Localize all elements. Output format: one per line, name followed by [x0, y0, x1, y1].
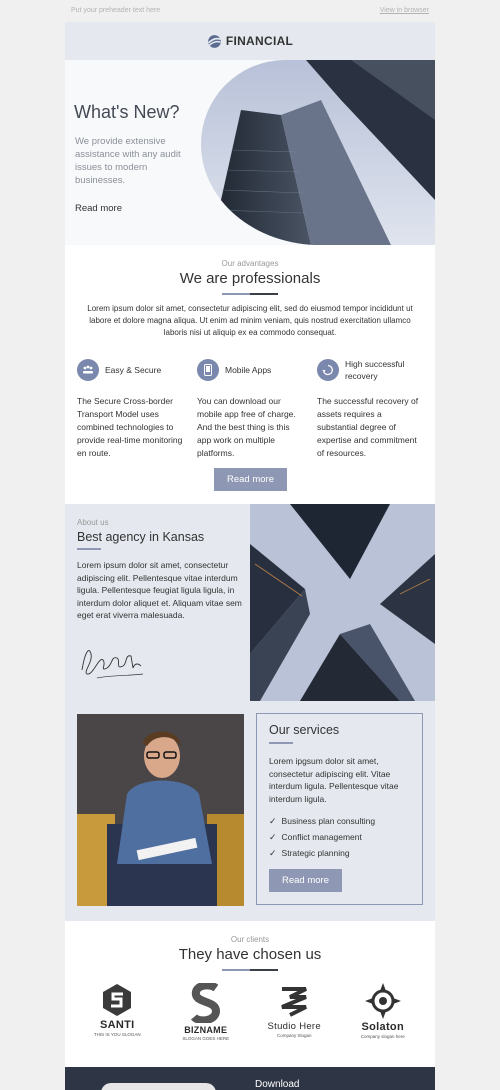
checkmark-icon: ✓	[269, 815, 277, 826]
mobile-icon	[197, 359, 219, 381]
stacked-s-icon	[277, 983, 311, 1019]
feature-text: The successful recovery of assets requires a substantial degree of expertise and commitment of resources.	[317, 396, 419, 458]
email-container	[65, 22, 435, 1090]
services-section	[65, 701, 435, 921]
footer-section	[65, 1067, 435, 1090]
brand-logo[interactable]	[207, 34, 293, 49]
preheader-bar	[0, 0, 500, 22]
brand-logo-text: FINANCIAL	[225, 34, 294, 48]
advantages-section	[65, 245, 435, 504]
hero-title: What's New?	[74, 102, 180, 122]
client-logo-studio-here[interactable]: Studio Here Company Slogan	[254, 983, 334, 1041]
checkmark-icon: ✓	[269, 831, 277, 842]
about-image	[250, 504, 435, 701]
clients-section	[65, 921, 435, 1067]
view-in-browser-link[interactable]: View in browser	[379, 7, 429, 14]
services-divider	[269, 742, 293, 744]
feature-label: High successful recovery	[345, 359, 405, 381]
client-logo-solaton[interactable]: Solaton Company slogan here	[343, 983, 423, 1041]
feature-label: Mobile Apps	[225, 365, 272, 375]
preheader-text: Put your preheader text here	[71, 7, 161, 14]
feature-mobile-apps	[197, 356, 303, 460]
feature-label: Easy & Secure	[105, 365, 162, 375]
signature-image	[77, 642, 147, 682]
services-read-more-button[interactable]: Read more	[269, 869, 342, 892]
advantages-title: We are professionals	[179, 270, 321, 287]
email-header	[65, 22, 435, 60]
feature-text: The Secure Cross-border Transport Model uses combined technologies to provide real-time monitoring en route.	[77, 396, 183, 458]
hero-section	[65, 60, 435, 245]
checkmark-icon: ✓	[269, 847, 277, 858]
hero-description: We provide extensive assistance with any audit issues to modern businesses.	[75, 136, 181, 186]
hexagon-s-icon	[100, 983, 134, 1017]
advantages-eyebrow: Our advantages	[221, 259, 279, 268]
title-divider	[222, 293, 278, 295]
consultant-photo	[77, 714, 244, 906]
compass-sun-icon	[365, 983, 401, 1019]
clients-eyebrow: Our clients	[230, 935, 270, 944]
about-eyebrow: About us	[77, 518, 109, 527]
client-logos	[65, 983, 435, 1041]
advantages-read-more-button[interactable]: Read more	[214, 468, 287, 491]
services-list	[269, 813, 410, 861]
feature-recovery	[317, 356, 423, 460]
globe-swoosh-icon	[207, 34, 222, 49]
list-item: ✓ Strategic planning	[269, 847, 350, 858]
about-title: Best agency in Kansas	[77, 530, 205, 544]
feature-easy-secure	[77, 356, 183, 460]
ribbon-s-icon	[189, 983, 223, 1023]
client-logo-santi[interactable]: SANTI THIS IS YOU SLOGAN	[77, 983, 157, 1041]
people-icon	[77, 359, 99, 381]
clients-title: They have chosen us	[178, 946, 322, 963]
title-divider	[222, 969, 278, 971]
about-divider	[77, 548, 101, 550]
client-logo-bizname[interactable]: BIZNAME SLOGAN GOES HERE	[166, 983, 246, 1041]
about-section	[65, 504, 435, 701]
services-text: Lorem ipgsum dolor sit amet, consectetur adipiscing elit. Vitae interdum ligula. Pellentesque vitae interdum ligula.	[269, 756, 399, 804]
services-title: Our services	[269, 723, 340, 737]
features-row	[77, 356, 423, 460]
advantages-text: Lorem ipsum dolor sit amet, consectetur adipiscing elit, sed do eiusmod tempor incididunt ut labore et dolore magna aliqua. Ut enim ad minim veniam, quis nostrud exercitation ullamco laboris nisi ut aliquip ex ea commodo consequat.	[87, 304, 413, 337]
hero-image	[201, 60, 435, 245]
app-store-button[interactable]	[101, 1083, 216, 1090]
services-card	[256, 713, 423, 905]
list-item: ✓ Conflict management	[269, 831, 362, 842]
recovery-icon	[317, 359, 339, 381]
feature-text: You can download our mobile app free of charge. And the best thing is this app work on multiple platforms.	[197, 396, 296, 458]
hero-read-more-link[interactable]: Read more	[75, 203, 122, 214]
footer-heading: Download	[255, 1079, 300, 1090]
list-item: ✓ Business plan consulting	[269, 815, 376, 826]
about-text: Lorem ipsum dolor sit amet, consectetur adipiscing elit. Pellentesque vitae interdum ligula. Pellentesque feugiat ligula ligula, in interdum dolor aliquet et. Aliquam vitae sem eget erat viverra malesuada.	[77, 560, 242, 620]
